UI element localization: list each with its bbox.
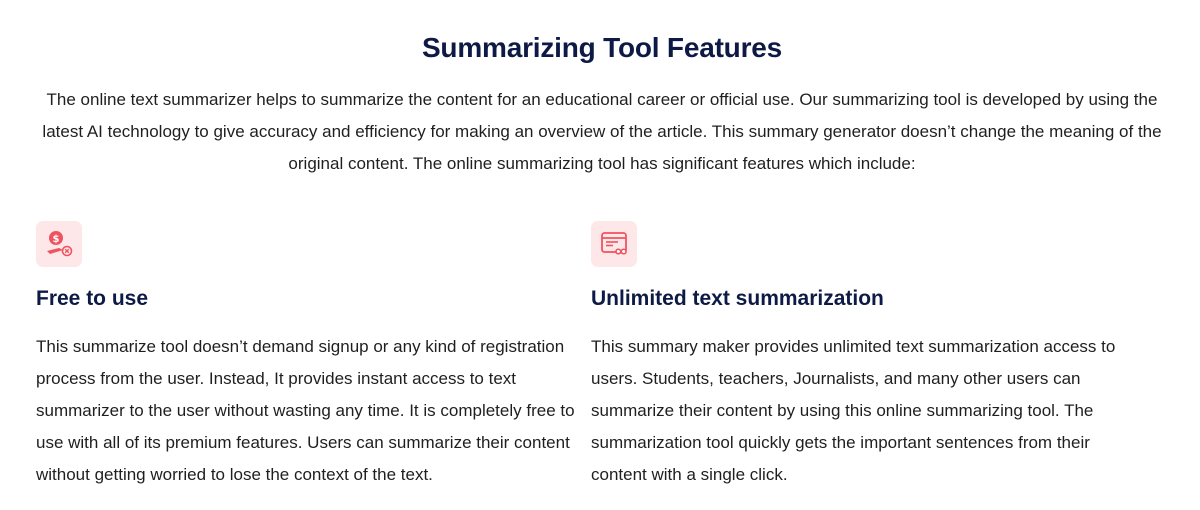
feature-title: Free to use — [36, 287, 149, 310]
section-intro: The online text summarizer helps to summarize the content for an educational career or official use. Our summarizing tool is developed by using the latest AI technology to give accuracy and efficiency for making an overview of the article. This summary generator doesn’t change the meaning of the original content. The online summarizing tool has significant features which include: — [42, 90, 1162, 173]
feature-card-free-to-use — [36, 221, 588, 484]
feature-description: This summary maker provides unlimited text summarization access to users. Students, teachers, Journalists, and many other users can summarize their content by using this online summarizing tool. The summarization tool quickly gets the important sentences from their content with a single click. — [591, 337, 1116, 484]
section-title: Summarizing Tool Features — [421, 32, 783, 63]
svg-text:$: $ — [52, 234, 60, 245]
free-money-icon — [36, 221, 82, 267]
feature-card-unlimited-summarization — [591, 221, 1151, 484]
unlimited-browser-icon — [591, 221, 637, 267]
feature-title: Unlimited text summarization — [591, 287, 884, 310]
feature-description: This summarize tool doesn’t demand signup or any kind of registration process from the user. Instead, It provides instant access to text summarizer to the user without wasting any time. It is completely free to use with all of its premium features. Users can summarize their content without getting worried to lose the context of the text. — [36, 337, 575, 484]
